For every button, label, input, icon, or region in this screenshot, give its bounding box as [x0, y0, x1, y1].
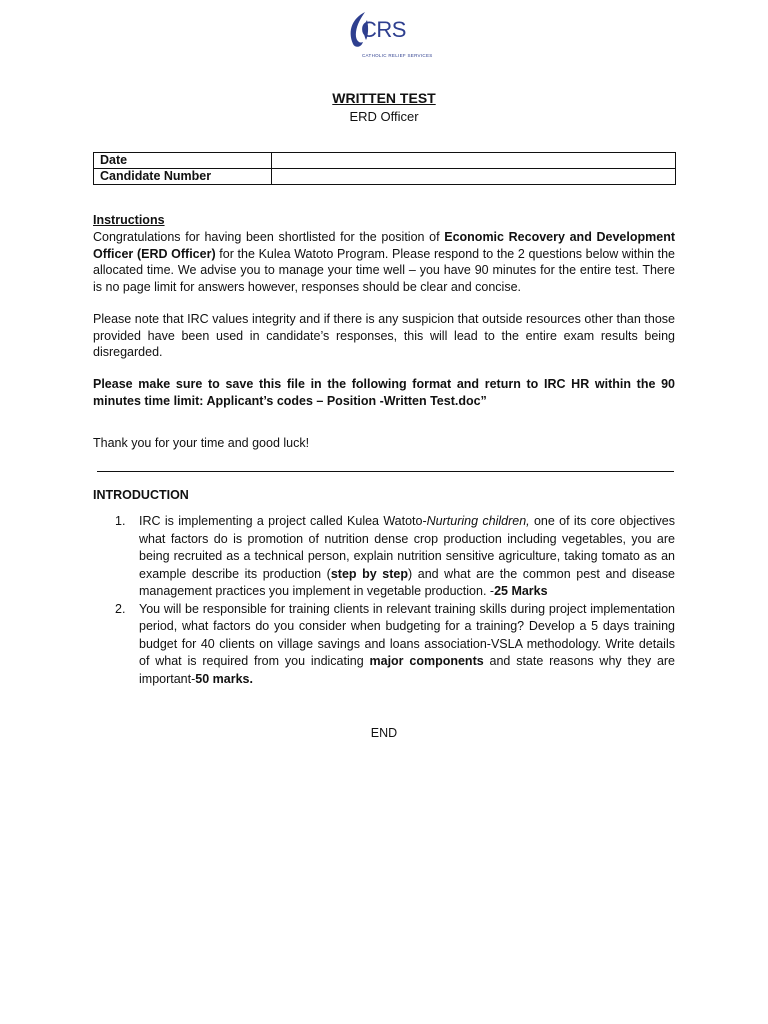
questions-list	[93, 513, 675, 688]
instructions-heading-text: Instructions	[93, 213, 165, 227]
page-title: WRITTEN TEST	[332, 90, 436, 106]
date-row	[94, 153, 676, 169]
candidate-number-label: Candidate Number	[94, 169, 272, 185]
q1-italic: Nurturing children,	[426, 514, 530, 528]
candidate-number-row	[94, 169, 676, 185]
q1-text-e: ) and what are the common pest and disease management practices you implement in vegetable production. -	[139, 566, 675, 598]
thanks-text: Thank you for your time and good luck!	[93, 436, 310, 450]
date-value[interactable]	[272, 153, 676, 169]
crs-logo	[345, 10, 433, 60]
logo-text: CRS	[361, 17, 406, 42]
date-label: Date	[94, 153, 272, 169]
p1-text-c: for the Kulea Watoto Program. Please respond to the 2 questions below within the allocated time. We advise you to manage your time well – you have 90 minutes for the entire test. There is no page limit for answers however, responses should be clear and concise.	[93, 246, 675, 294]
candidate-info-table	[93, 152, 676, 185]
candidate-number-value[interactable]	[272, 169, 676, 185]
q2-text-a: You will be responsible for training clients in relevant training skills during project implementation period, what factors do you consider when budgeting for a training? Develop a 5 days training budget for 40 clients on village savings and loans association-VSLA methodology. Write details of what is required from you indicating	[139, 601, 675, 668]
q1-text-a: IRC is implementing a project called Kulea Watoto-	[139, 514, 427, 528]
page-subtitle: ERD Officer	[349, 109, 419, 124]
instructions-paragraph-1	[93, 229, 675, 295]
q2-marks: 50 marks.	[195, 671, 253, 686]
logo-subtitle: CATHOLIC RELIEF SERVICES	[362, 53, 433, 58]
question-number: 2.	[115, 601, 126, 616]
q1-bold-step: step by step	[330, 566, 408, 581]
q1-marks: 25 Marks	[494, 584, 548, 598]
q2-bold-components: major components	[369, 654, 484, 668]
instructions-heading	[93, 212, 675, 229]
q1-text-c: one of its core objectives what factors do is promotion of nutrition dense crop production including vegetables, you are being recruited as a technical person, explain nutrition sensitive agriculture, taking tomato as an example describe its production (	[139, 514, 675, 581]
question-2	[93, 601, 675, 689]
end-text: END	[370, 726, 398, 740]
p1-text-a: Congratulations for having been shortlisted for the position of	[93, 230, 445, 244]
divider	[97, 471, 674, 472]
question-1	[93, 513, 675, 601]
question-number: 1.	[115, 514, 126, 528]
instructions-paragraph-3: Please make sure to save this file in the following format and return to IRC HR within the 90 minutes time limit: Applicant’s codes – Position -Written Test.doc”	[93, 377, 675, 408]
instructions-paragraph-2: Please note that IRC values integrity and if there is any suspicion that outside resources other than those provided have been used in candidate’s responses, this will lead to the entire exam results being disregarded.	[93, 312, 675, 359]
q2-text-c: and state reasons why they are important-	[139, 654, 676, 686]
p1-position-name: Economic Recovery and Development Officer (ERD Officer)	[93, 230, 675, 261]
introduction-heading: INTRODUCTION	[93, 488, 189, 502]
